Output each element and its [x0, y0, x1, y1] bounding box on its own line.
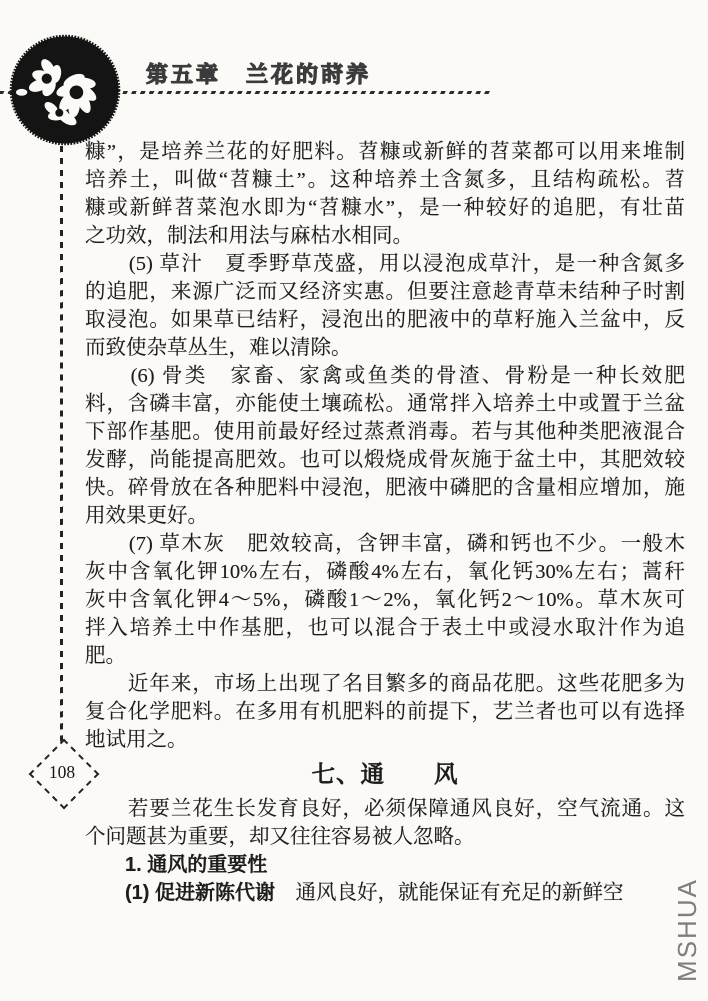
body-text-column	[85, 138, 685, 907]
text-line: 地试用之。	[85, 729, 188, 751]
text-line: 拌入培养土中作基肥，也可以混合于表土中或浸水取汁作为追	[85, 617, 685, 639]
text-line: 复合化学肥料。在多用有机肥料的前提下，艺兰者也可以有选择	[85, 701, 685, 723]
text-line: 之功效，制法和用法与麻枯水相同。	[85, 225, 413, 247]
text-line: 料，含磷丰富，亦能使土壤疏松。通常拌入培养土中或置于兰盆	[85, 393, 685, 415]
text-line: 近年来，市场上出现了名目繁多的商品花肥。这些花肥多为	[85, 673, 685, 695]
text-line: 若要兰花生长发育良好，必须保障通风良好，空气流通。这	[85, 798, 685, 820]
text-line: 灰中含氧化钾4～5%，磷酸1～2%，氧化钙2～10%。草木灰可	[85, 589, 685, 611]
paragraph-ventilation-intro	[85, 795, 685, 851]
paragraph-metabolism	[85, 879, 685, 907]
paragraph-bone-fertilizer	[85, 362, 685, 530]
flower-stamp-icon	[8, 31, 122, 149]
paragraph-tiaokang	[85, 138, 685, 250]
left-dashed-line	[60, 146, 63, 747]
text-line: 糠或新鲜苕菜泡水即为“苕糠水”，是一种较好的追肥，有壮苗	[85, 197, 685, 219]
text-line: 个问题甚为重要，却又往往容易被人忽略。	[85, 826, 475, 848]
text-line: 灰中含氧化钾10%左右，磷酸4%左右，氧化钙30%左右；蒿秆	[85, 561, 685, 583]
chapter-running-head: 第五章 兰花的莳养	[146, 62, 372, 87]
text-line: 下部作基肥。使用前最好经过蒸煮消毒。若与其他种类肥液混合	[85, 421, 685, 443]
paragraph-commercial-fertilizer	[85, 670, 685, 754]
text-line: 肥。	[85, 645, 126, 667]
item-text: 通风良好，就能保证有充足的新鲜空	[275, 882, 624, 904]
text-line: 取浸泡。如果草已结籽，浸泡出的肥液中的草籽施入兰盆中，反	[85, 309, 685, 331]
paragraph-wood-ash	[85, 530, 685, 670]
page-number: 108	[48, 761, 76, 782]
watermark-text: MSHUA	[672, 878, 702, 982]
text-line: 快。碎骨放在各种肥料中浸泡，肥液中磷肥的含量相应增加，施	[85, 477, 685, 499]
text-line: 发酵，尚能提高肥效。也可以煅烧成骨灰施于盆土中，其肥效较	[85, 449, 685, 471]
section-heading-ventilation: 七、通 风	[311, 762, 459, 788]
text-line: 的追肥，来源广泛而又经济实惠。但要注意趁青草未结种子时割	[85, 281, 685, 303]
text-line: 培养土，叫做“苕糠土”。这种培养土含氮多，且结构疏松。苕	[85, 169, 685, 191]
text-line: 而致使杂草丛生，难以清除。	[85, 337, 352, 359]
text-line: (5) 草汁 夏季野草茂盛，用以浸泡成草汁，是一种含氮多	[85, 253, 685, 275]
text-line: (6) 骨类 家畜、家禽或鱼类的骨渣、骨粉是一种长效肥	[85, 365, 685, 387]
text-line: 糠”，是培养兰花的好肥料。苕糠或新鲜的苕菜都可以用来堆制	[85, 141, 685, 163]
item-label: (1) 促进新陈代谢	[85, 882, 275, 904]
text-line: 用效果更好。	[85, 505, 208, 527]
paragraph-grass-juice	[85, 250, 685, 362]
subheading-ventilation-importance: 1. 通风的重要性	[85, 854, 268, 876]
text-line: (7) 草木灰 肥效较高，含钾丰富，磷和钙也不少。一般木	[85, 533, 685, 555]
